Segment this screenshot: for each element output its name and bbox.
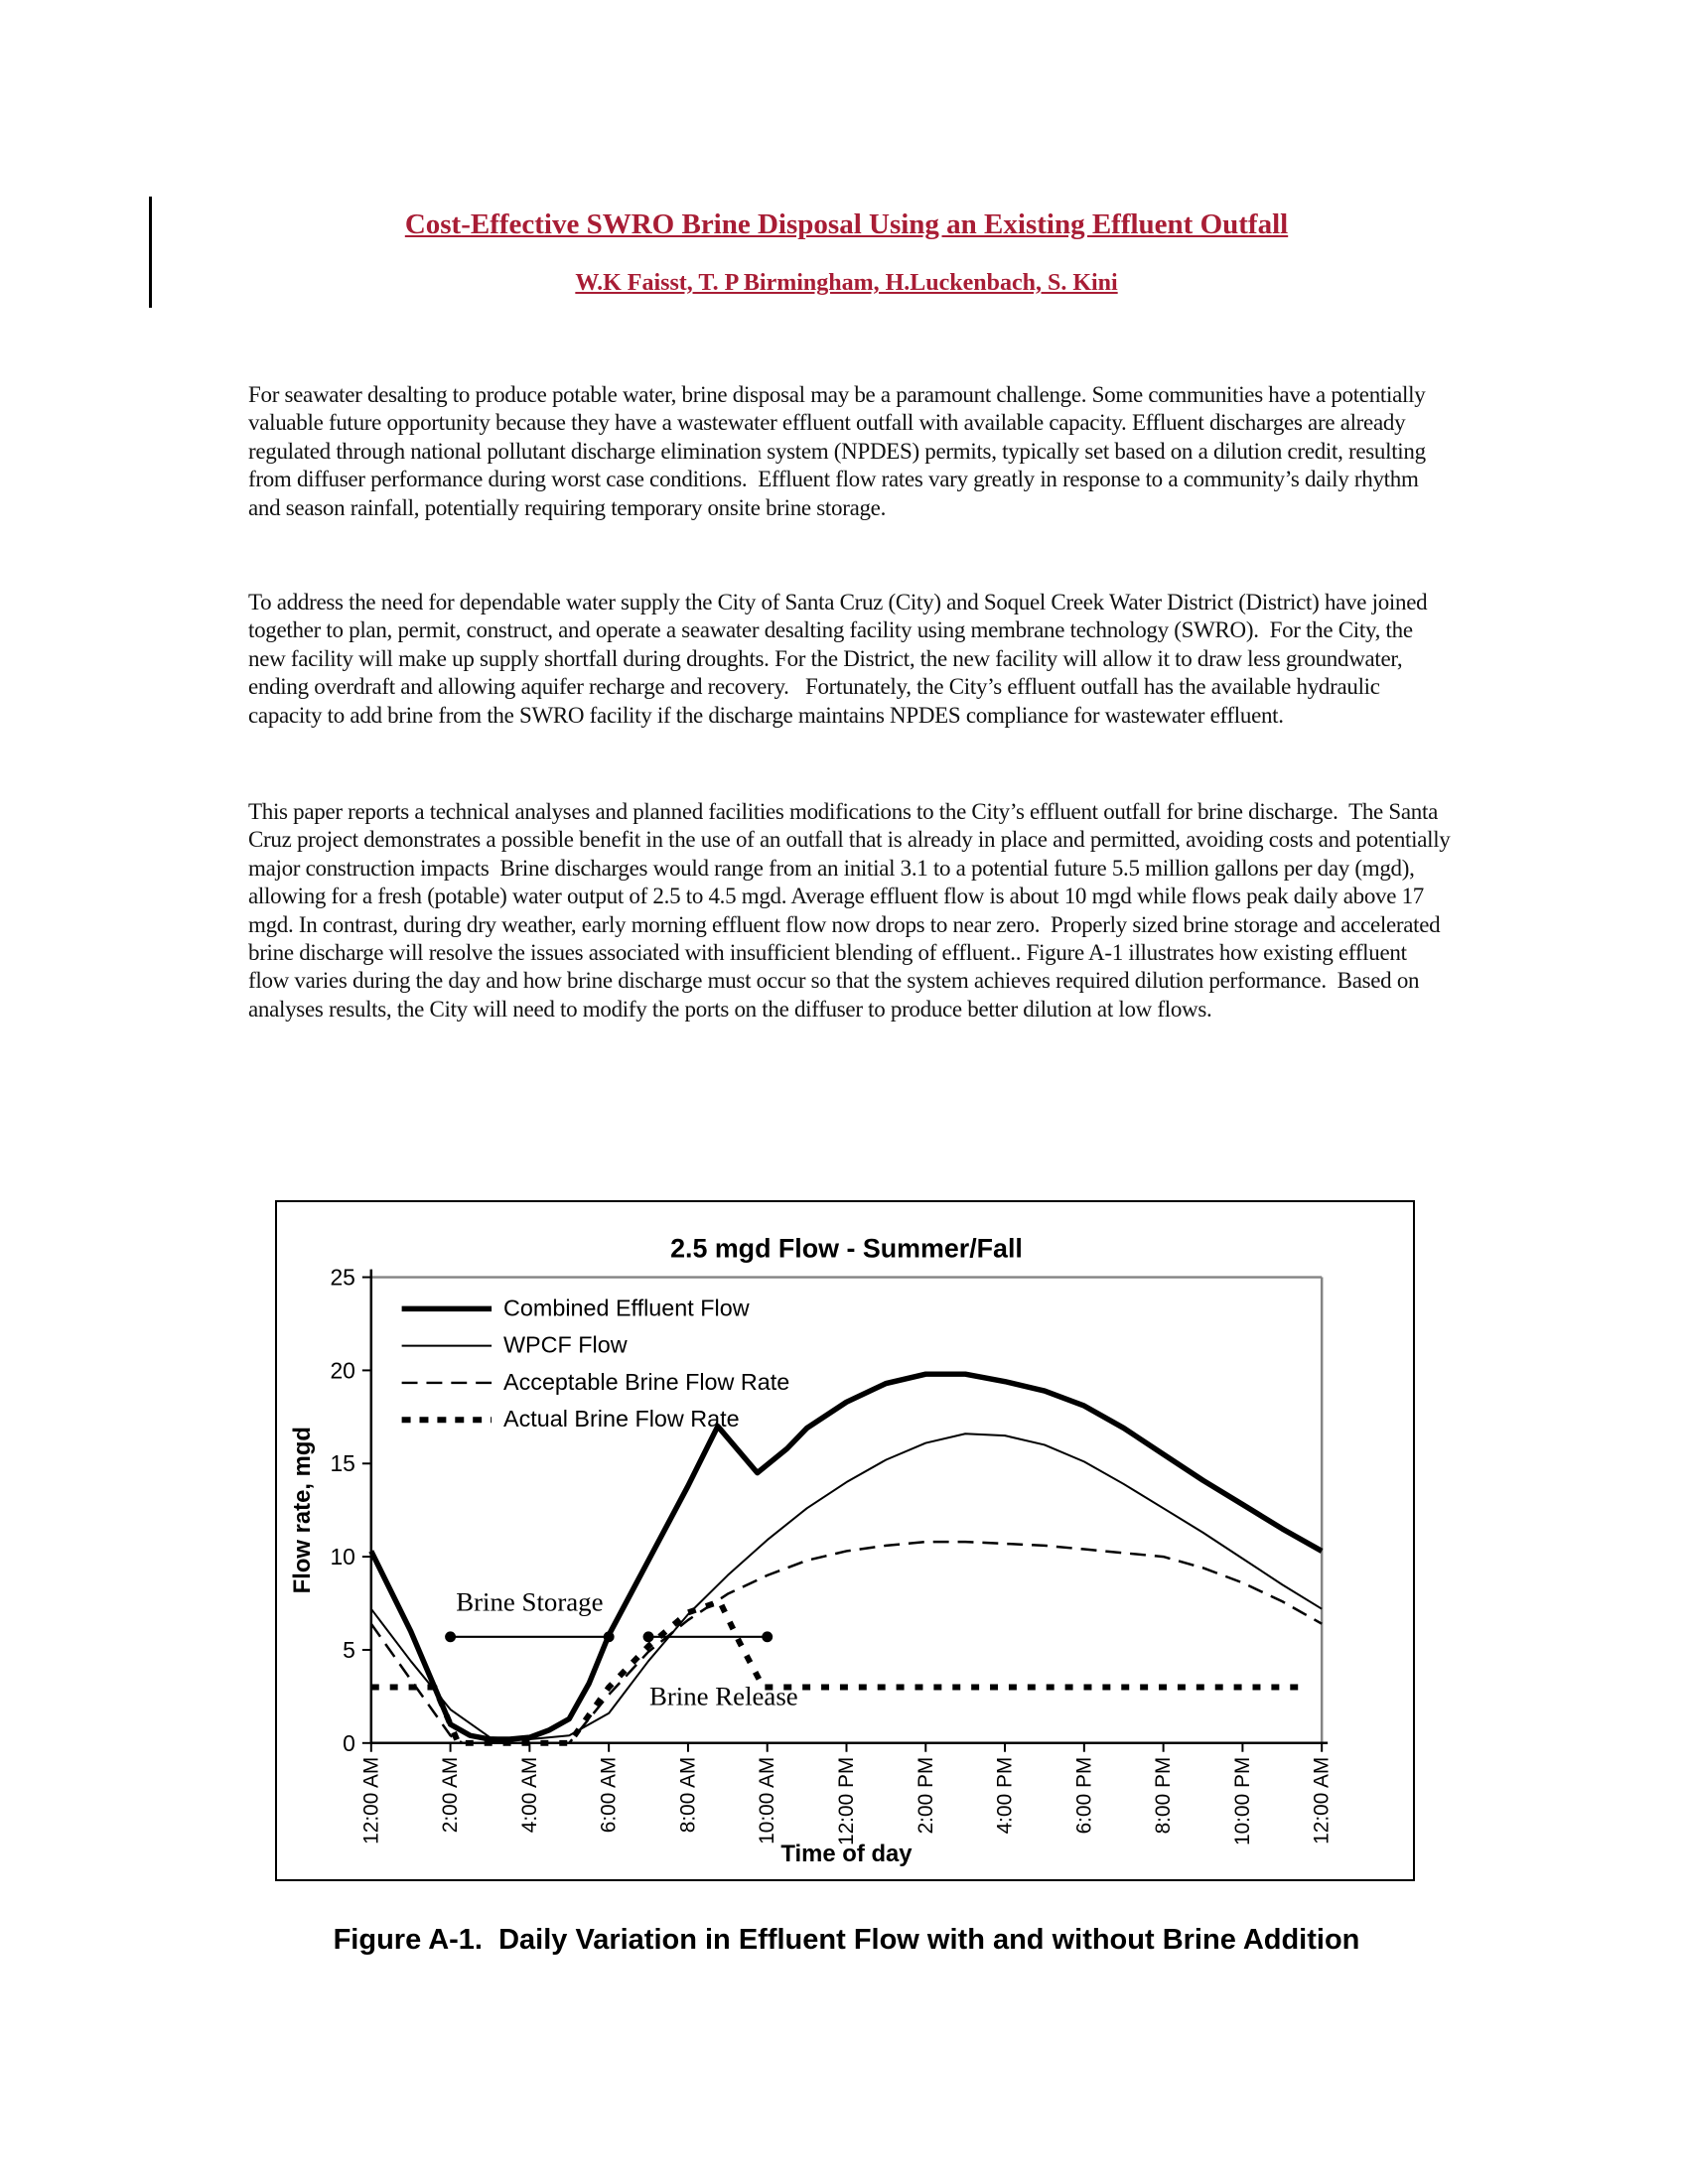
paragraph-3: This paper reports a technical analyses and planned facilities modifications to the City’s effluent outfall for brine discharge. The Santa Cruz project demonstrates a possible benefit in the use of an outfall that is already in place and permitted, avoiding costs and potentially major construction impacts Brine discharges would range from an initial 3.1 to a potential future 5.5 million gallons per day (mgd), allowing for a fresh (potable) water output of 2.5 to 4.5 mgd. Average effluent flow is about 10 mgd while flows peak daily above 17 mgd. In contrast, during dry weather, early morning effluent flow now drops to near zero. Properly sized brine storage and accelerated brine discharge will resolve the issues associated with insufficient blending of effluent.. Figure A-1 illustrates how existing effluent flow varies during the day and how brine discharge must occur so that the system achieves required dilution performance. Based on analyses results, the City will need to modify the ports on the diffuser to produce better dilution at low flows. — [248, 799, 1456, 1022]
x-tick-label: 2:00 AM — [439, 1756, 463, 1834]
x-tick-label: 12:00 AM — [359, 1756, 383, 1844]
y-tick-label: 10 — [330, 1544, 355, 1570]
span-endpoint-dot — [643, 1631, 654, 1642]
x-tick-label: 10:00 AM — [756, 1756, 779, 1844]
figure-a1-chart — [275, 1200, 1415, 1881]
paragraph-2: To address the need for dependable water supply the City of Santa Cruz (City) and Soquel Creek Water District (District) have joined together to plan, permit, construct, and operate a seawater desalting facility using membrane technology (SWRO). For the City, the new facility will make up supply shortfall during droughts. For the District, the new facility will allow it to draw less groundwater, ending overdraft and allowing aquifer recharge and recovery. Fortunately, the City’s effluent outfall has the available hydraulic capacity to add brine from the SWRO facility if the discharge maintains NPDES compliance for wastewater effluent. — [248, 590, 1433, 728]
page-title: Cost-Effective SWRO Brine Disposal Using an Existing Effluent Outfall — [404, 208, 1289, 240]
legend-label: WPCF Flow — [503, 1331, 628, 1358]
span-endpoint-dot — [445, 1631, 456, 1642]
legend-label: Actual Brine Flow Rate — [503, 1406, 740, 1433]
x-tick-label: 12:00 PM — [834, 1756, 858, 1846]
legend-label: Combined Effluent Flow — [503, 1295, 750, 1321]
span-endpoint-dot — [762, 1631, 773, 1642]
x-tick-label: 4:00 AM — [517, 1756, 541, 1834]
margin-change-bar — [149, 197, 152, 308]
y-tick-label: 20 — [330, 1357, 355, 1384]
span-endpoint-dot — [604, 1631, 615, 1642]
x-tick-label: 4:00 PM — [993, 1756, 1017, 1835]
y-axis-title: Flow rate, mgd — [289, 1427, 317, 1594]
x-tick-label: 6:00 AM — [597, 1756, 621, 1834]
x-tick-label: 10:00 PM — [1230, 1756, 1254, 1846]
x-tick-label: 12:00 AM — [1310, 1756, 1334, 1844]
x-axis-title: Time of day — [780, 1841, 913, 1868]
series-actual-brine-flow-rate — [371, 1601, 1298, 1743]
y-tick-label: 0 — [343, 1729, 355, 1756]
flow-chart-svg — [277, 1202, 1413, 1879]
series-acceptable-brine-flow-rate — [371, 1542, 1322, 1743]
y-tick-label: 5 — [343, 1636, 355, 1663]
authors-line: W.K Faisst, T. P Birmingham, H.Luckenbach, S. Kini — [575, 270, 1118, 296]
x-tick-label: 8:00 AM — [676, 1756, 700, 1834]
chart-title: 2.5 mgd Flow - Summer/Fall — [670, 1233, 1023, 1264]
paragraph-1: For seawater desalting to produce potable water, brine disposal may be a paramount challenge. Some communities have a potentially valuable future opportunity because they have a wastewater effluent outfall with available capacity. Effluent discharges are already regulated through national pollutant discharge elimination system (NPDES) permits, typically set based on a dilution credit, resulting from diffuser performance during worst case conditions. Effluent flow rates vary greatly in response to a community’s daily rhythm and season rainfall, potentially requiring temporary onsite brine storage. — [248, 382, 1432, 520]
x-tick-label: 6:00 PM — [1072, 1756, 1096, 1835]
figure-caption: Figure A-1. Daily Variation in Effluent Flow with and without Brine Addition — [333, 1924, 1360, 1956]
y-tick-label: 15 — [330, 1450, 355, 1477]
x-tick-label: 2:00 PM — [914, 1756, 937, 1835]
legend-label: Acceptable Brine Flow Rate — [503, 1368, 790, 1395]
brine-storage-label: Brine Storage — [456, 1586, 604, 1617]
y-tick-label: 25 — [330, 1264, 355, 1291]
brine-release-label: Brine Release — [648, 1681, 798, 1711]
x-tick-label: 8:00 PM — [1152, 1756, 1176, 1835]
